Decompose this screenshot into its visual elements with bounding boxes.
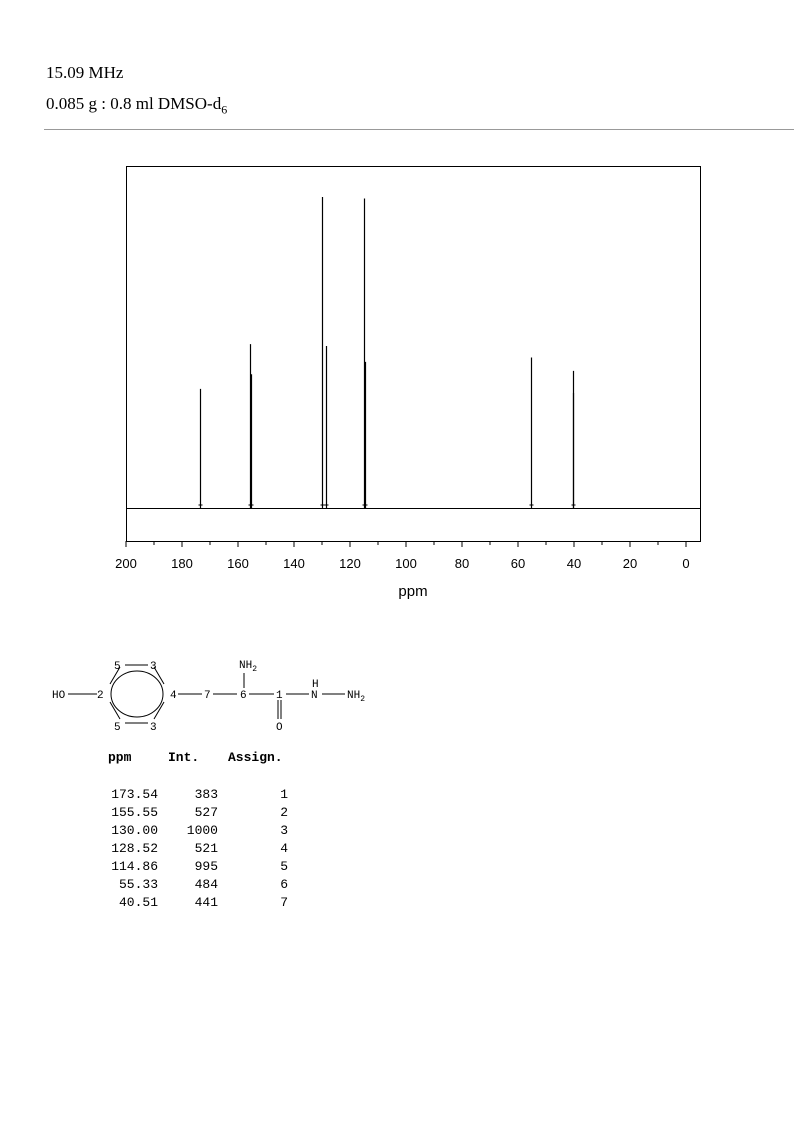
hydroxyl-label: HO: [52, 690, 66, 702]
amine-label: $NH_2$: [239, 660, 258, 674]
x-tick-label: 180: [171, 556, 193, 571]
atom-4-label: 4: [170, 690, 177, 702]
table-cell-assign: 2: [280, 805, 288, 820]
frequency-label: 15.09 MHz: [46, 63, 124, 82]
x-tick-label: 120: [339, 556, 361, 571]
x-tick-label: 20: [622, 556, 638, 571]
table-cell-intensity: 995: [194, 859, 218, 874]
table-cell-assign: 3: [280, 823, 288, 838]
table-cell-ppm: 155.55: [111, 805, 158, 820]
atom-3b-label: 3: [150, 722, 157, 734]
table-cell-intensity: 484: [194, 877, 218, 892]
table-cell-ppm: 130.00: [111, 823, 158, 838]
table-cell-intensity: 521: [194, 841, 218, 856]
x-tick-label: 0: [682, 556, 690, 571]
nh-hydrogen-label: H: [312, 679, 319, 691]
aromatic-circle: [111, 671, 163, 717]
atom-1-label: 1: [276, 690, 283, 702]
sample-main: 0.085 g : 0.8 ml DMSO-d: [46, 94, 222, 113]
table-cell-assign: 1: [280, 787, 288, 802]
oxygen-label: O: [276, 722, 283, 734]
atom-6-label: 6: [240, 690, 247, 702]
table-cell-assign: 5: [280, 859, 288, 874]
x-tick-label: 200: [115, 556, 137, 571]
table-cell-ppm: 173.54: [111, 787, 158, 802]
x-tick-label: 80: [454, 556, 470, 571]
x-tick-label: 140: [283, 556, 305, 571]
table-cell-ppm: 128.52: [111, 841, 158, 856]
table-cell-intensity: 441: [194, 895, 218, 910]
table-cell-intensity: 383: [194, 787, 218, 802]
nh-nitrogen-label: N: [311, 690, 318, 702]
atom-2-label: 2: [97, 690, 104, 702]
atom-7-label: 7: [204, 690, 211, 702]
sample-subscript: 6: [221, 102, 228, 117]
table-cell-intensity: 1000: [186, 823, 218, 838]
x-tick-label: 40: [566, 556, 582, 571]
table-header-ppm: ppm: [108, 750, 132, 765]
x-tick-label: 100: [395, 556, 417, 571]
table-cell-assign: 6: [280, 877, 288, 892]
table-cell-ppm: 55.33: [118, 877, 158, 892]
table-cell-assign: 7: [280, 895, 288, 910]
x-tick-label: 60: [510, 556, 526, 571]
table-cell-assign: 4: [280, 841, 288, 856]
table-cell-intensity: 527: [194, 805, 218, 820]
table-cell-ppm: 114.86: [111, 859, 158, 874]
table-cell-ppm: 40.51: [118, 895, 158, 910]
table-header-intensity: Int.: [168, 750, 200, 765]
table-header-assign: Assign.: [228, 750, 283, 765]
terminal-amine-label: $NH_2$: [347, 690, 366, 704]
x-axis-label: ppm: [398, 583, 428, 600]
atom-5a-label: 5: [114, 661, 121, 673]
x-tick-label: 160: [227, 556, 249, 571]
atom-5b-label: 5: [114, 722, 121, 734]
atom-3a-label: 3: [150, 661, 157, 673]
